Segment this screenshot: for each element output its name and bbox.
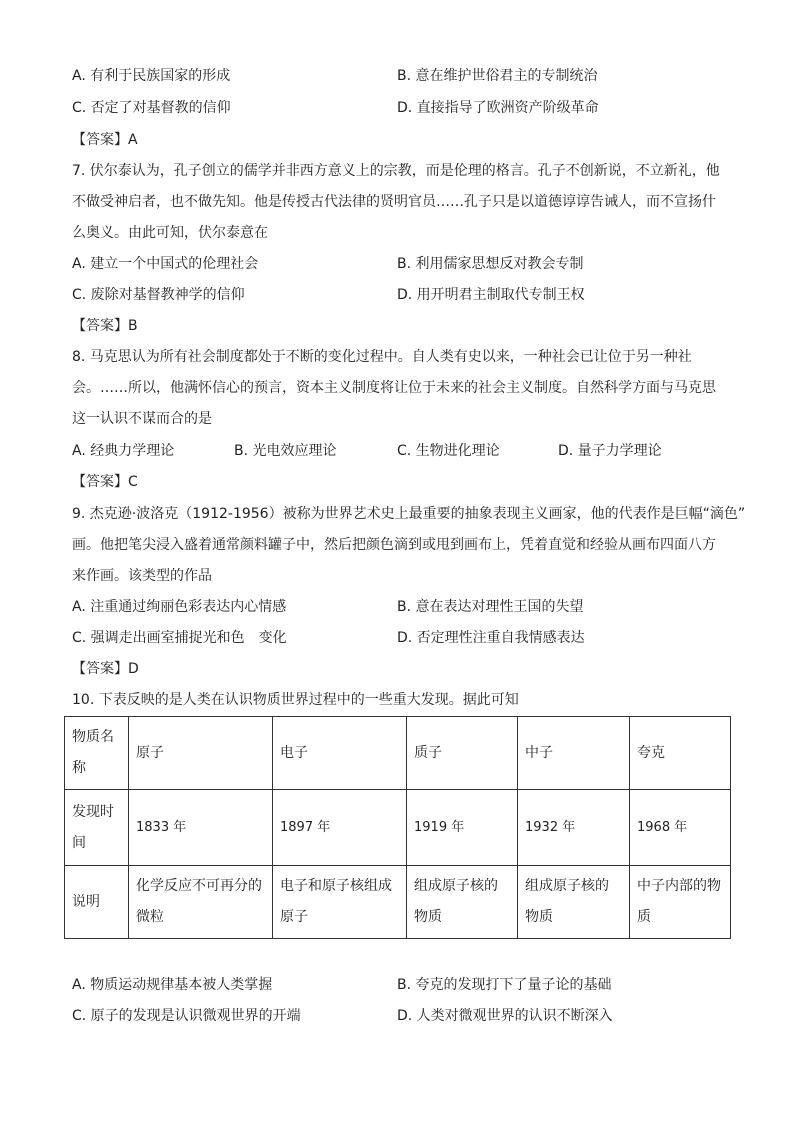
- q10-option-c: C. 原子的发现是认识微观世界的开端: [72, 1008, 301, 1024]
- q6-option-b: B. 意在维护世俗君主的专制统治: [397, 68, 598, 84]
- q8-stem-line-2: 会。……所以，他满怀信心的预言，资本主义制度将让位于未来的社会主义制度。自然科学方面与马克思: [72, 380, 716, 396]
- q9-stem-line-2: 画。他把笔尖浸入盛着通常颜料罐子中，然后把颜色滴到或甩到画布上，凭着直觉和经验从画布四面八方: [72, 537, 716, 553]
- table-cell: 物质名称: [65, 717, 129, 790]
- answer-value: C: [128, 474, 138, 490]
- table-cell: 组成原子核的物质: [407, 866, 518, 939]
- answer-value: A: [128, 132, 138, 148]
- q8-answer: [72, 472, 138, 492]
- q9-stem-line-3: 来作画。该类型的作品: [72, 568, 212, 584]
- answer-value: D: [128, 661, 139, 677]
- table-cell: 1932 年: [518, 790, 630, 866]
- discovery-table: [64, 716, 731, 939]
- q6-answer: [72, 130, 138, 150]
- q10-stem: 10. 下表反映的是人类在认识物质世界过程中的一些重大发现。据此可知: [72, 692, 519, 708]
- q10-option-b: B. 夸克的发现打下了量子论的基础: [397, 977, 612, 993]
- table-cell: 1833 年: [129, 790, 273, 866]
- table-cell: 组成原子核的物质: [518, 866, 630, 939]
- q10-option-a: A. 物质运动规律基本被人类掌握: [72, 977, 273, 993]
- q7-stem-line-2: 不做受神启者，也不做先知。他是传授古代法律的贤明官员……孔子只是以道德谆谆告诫人，而不宣扬什: [72, 194, 716, 210]
- table-cell: 中子内部的物质: [630, 866, 731, 939]
- table-cell: 1897 年: [273, 790, 407, 866]
- q9-answer: [72, 659, 139, 679]
- q7-stem-line-3: 么奥义。由此可知，伏尔泰意在: [72, 225, 268, 241]
- q7-option-b: B. 利用儒家思想反对教会专制: [397, 256, 584, 272]
- q8-stem-line-3: 这一认识不谋而合的是: [72, 411, 212, 427]
- q6-option-c: C. 否定了对基督教的信仰: [72, 100, 231, 116]
- q9-option-a: A. 注重通过绚丽色彩表达内心情感: [72, 599, 287, 615]
- q7-option-a: A. 建立一个中国式的伦理社会: [72, 256, 259, 272]
- table-cell: 1919 年: [407, 790, 518, 866]
- table-row: [65, 790, 731, 866]
- answer-label: 【答案】: [72, 661, 128, 677]
- table-cell: 中子: [518, 717, 630, 790]
- q7-option-d: D. 用开明君主制取代专制王权: [397, 287, 585, 303]
- q6-option-a: A. 有利于民族国家的形成: [72, 68, 231, 84]
- table-cell: 质子: [407, 717, 518, 790]
- q8-option-a: A. 经典力学理论: [72, 443, 175, 459]
- table-cell: 电子: [273, 717, 407, 790]
- answer-label: 【答案】: [72, 318, 128, 334]
- q9-stem-line-1: 9. 杰克逊·波洛克（1912-1956）被称为世界艺术史上最重要的抽象表现主义画家，他的代表作是巨幅“滴色”: [72, 506, 746, 522]
- q9-option-d: D. 否定理性注重自我情感表达: [397, 630, 585, 646]
- table-cell: 说明: [65, 866, 129, 939]
- table-cell: 1968 年: [630, 790, 731, 866]
- q6-option-d: D. 直接指导了欧洲资产阶级革命: [397, 100, 599, 116]
- q7-answer: [72, 316, 138, 336]
- q7-option-c: C. 废除对基督教神学的信仰: [72, 287, 245, 303]
- table-row: [65, 866, 731, 939]
- q8-option-b: B. 光电效应理论: [234, 443, 337, 459]
- q8-option-c: C. 生物进化理论: [397, 443, 500, 459]
- table-cell: 原子: [129, 717, 273, 790]
- answer-label: 【答案】: [72, 474, 128, 490]
- q7-stem-line-1: 7. 伏尔泰认为，孔子创立的儒学并非西方意义上的宗教，而是伦理的格言。孔子不创新说，不立新礼，他: [72, 163, 720, 179]
- table-row: [65, 717, 731, 790]
- answer-value: B: [128, 318, 138, 334]
- q10-option-d: D. 人类对微观世界的认识不断深入: [397, 1008, 613, 1024]
- q8-stem-line-1: 8. 马克思认为所有社会制度都处于不断的变化过程中。自人类有史以来，一种社会已让位于另一种社: [72, 349, 692, 365]
- table-cell: 夸克: [630, 717, 731, 790]
- table-cell: 化学反应不可再分的微粒: [129, 866, 273, 939]
- table-cell: 电子和原子核组成原子: [273, 866, 407, 939]
- q8-option-d: D. 量子力学理论: [558, 443, 662, 459]
- answer-label: 【答案】: [72, 132, 128, 148]
- table-cell: 发现时间: [65, 790, 129, 866]
- q9-option-c: C. 强调走出画室捕捉光和色 变化: [72, 630, 287, 646]
- q9-option-b: B. 意在表达对理性王国的失望: [397, 599, 584, 615]
